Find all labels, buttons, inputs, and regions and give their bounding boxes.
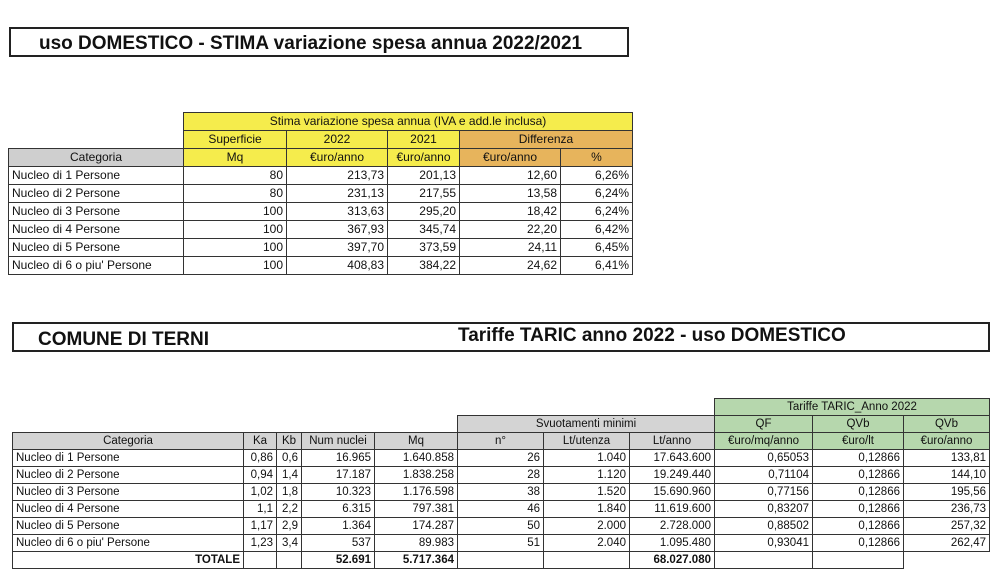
tariffe-taric-table [12,398,990,569]
cell-lt-utenza: 2.040 [544,535,630,552]
cell-lt-utenza: 1.120 [544,467,630,484]
cell-nuclei: 16.965 [302,450,375,467]
cell-n: 50 [458,518,544,535]
empty-cell [13,399,715,416]
cell-nuclei: 6.315 [302,501,375,518]
cell-diff: 18,42 [460,203,561,221]
cell-2022: 408,83 [287,257,388,275]
cell-categoria: Nucleo di 2 Persone [13,467,244,484]
cell-nuclei: 1.364 [302,518,375,535]
cell-2021: 217,55 [388,185,460,203]
col-categoria-header: Categoria [9,149,184,167]
col-qvb-anno-header: QVb [904,416,990,433]
stima-title: uso DOMESTICO - STIMA variazione spesa annua 2022/2021 [9,27,629,57]
cell-qvb-lt: 0,12866 [813,484,904,501]
cell-n: 26 [458,450,544,467]
cell-2022: 367,93 [287,221,388,239]
cell-kb: 1,8 [277,484,302,501]
cell-mq: 1.176.598 [375,484,458,501]
cell-2022: 397,70 [287,239,388,257]
cell-diff: 22,20 [460,221,561,239]
cell-nuclei: 10.323 [302,484,375,501]
empty-cell [277,552,302,569]
col-qvb-anno-unit: €uro/anno [904,433,990,450]
table-header-row [9,131,633,149]
cell-categoria: Nucleo di 4 Persone [13,501,244,518]
cell-mq: 1.838.258 [375,467,458,484]
cell-qvb-lt: 0,12866 [813,467,904,484]
cell-qf: 0,77156 [715,484,813,501]
col-kb-header: Kb [277,433,302,450]
cell-pct: 6,41% [561,257,633,275]
cell-mq: 100 [184,203,287,221]
cell-categoria: Nucleo di 1 Persone [13,450,244,467]
cell-lt-anno: 19.249.440 [630,467,715,484]
cell-lt-anno: 11.619.600 [630,501,715,518]
cell-nuclei: 537 [302,535,375,552]
cell-ka: 1,02 [244,484,277,501]
cell-diff: 12,60 [460,167,561,185]
table-row [13,467,990,484]
cell-qvb-anno: 257,32 [904,518,990,535]
cell-qvb-anno: 236,73 [904,501,990,518]
cell-2021: 373,59 [388,239,460,257]
empty-cell [9,131,184,149]
cell-n: 38 [458,484,544,501]
cell-lt-utenza: 1.840 [544,501,630,518]
col-differenza-header: Differenza [460,131,633,149]
cell-2022: 313,63 [287,203,388,221]
col-2022-header: 2022 [287,131,388,149]
col-2021-header: 2021 [388,131,460,149]
table-header-row [13,416,990,433]
cell-categoria: Nucleo di 5 Persone [13,518,244,535]
col-superficie-header: Superficie [184,131,287,149]
empty-cell [13,416,458,433]
cell-pct: 6,42% [561,221,633,239]
totale-mq: 5.717.364 [375,552,458,569]
cell-qvb-anno: 133,81 [904,450,990,467]
cell-n: 51 [458,535,544,552]
table-header-row [13,433,990,450]
cell-qvb-lt: 0,12866 [813,450,904,467]
cell-diff: 24,11 [460,239,561,257]
col-categoria-header: Categoria [13,433,244,450]
table-row [13,501,990,518]
cell-mq: 100 [184,221,287,239]
cell-mq: 1.640.858 [375,450,458,467]
cell-categoria: Nucleo di 6 o piu' Persone [13,535,244,552]
cell-lt-utenza: 2.000 [544,518,630,535]
empty-cell [458,552,544,569]
cell-lt-anno: 1.095.480 [630,535,715,552]
cell-ka: 1,23 [244,535,277,552]
cell-qf: 0,83207 [715,501,813,518]
empty-cell [544,552,630,569]
table-row [13,518,990,535]
totale-nuclei: 52.691 [302,552,375,569]
empty-cell [715,552,813,569]
totale-lt-anno: 68.027.080 [630,552,715,569]
table-row [13,450,990,467]
cell-2021: 201,13 [388,167,460,185]
cell-lt-utenza: 1.520 [544,484,630,501]
cell-mq: 797.381 [375,501,458,518]
cell-pct: 6,24% [561,185,633,203]
col-qvb-lt-unit: €uro/lt [813,433,904,450]
cell-mq: 80 [184,185,287,203]
cell-categoria: Nucleo di 3 Persone [9,203,184,221]
cell-qf: 0,71104 [715,467,813,484]
cell-mq: 100 [184,257,287,275]
cell-n: 46 [458,501,544,518]
cell-qvb-lt: 0,12866 [813,535,904,552]
table-row [9,239,633,257]
col-diff-pct-header: % [561,149,633,167]
stima-variazione-table [8,112,633,275]
cell-categoria: Nucleo di 5 Persone [9,239,184,257]
table-header-row [9,149,633,167]
table-row [9,221,633,239]
cell-mq: 174.287 [375,518,458,535]
col-2021-unit: €uro/anno [388,149,460,167]
table-row [9,257,633,275]
cell-qvb-anno: 195,56 [904,484,990,501]
cell-ka: 0,86 [244,450,277,467]
cell-diff: 24,62 [460,257,561,275]
totale-row [13,552,990,569]
table-row [13,535,990,552]
cell-lt-utenza: 1.040 [544,450,630,467]
table-row [9,203,633,221]
cell-ka: 1,1 [244,501,277,518]
table-row [9,167,633,185]
cell-nuclei: 17.187 [302,467,375,484]
col-mq-header: Mq [375,433,458,450]
cell-pct: 6,45% [561,239,633,257]
cell-categoria: Nucleo di 1 Persone [9,167,184,185]
cell-kb: 3,4 [277,535,302,552]
tariffe-header: Tariffe TARIC_Anno 2022 [715,399,990,416]
cell-qvb-anno: 262,47 [904,535,990,552]
col-num-nuclei-header: Num nuclei [302,433,375,450]
cell-qvb-anno: 144,10 [904,467,990,484]
cell-pct: 6,24% [561,203,633,221]
cell-kb: 2,9 [277,518,302,535]
col-n-header: n° [458,433,544,450]
cell-2021: 345,74 [388,221,460,239]
cell-mq: 89.983 [375,535,458,552]
col-lt-anno-header: Lt/anno [630,433,715,450]
cell-2022: 213,73 [287,167,388,185]
cell-mq: 80 [184,167,287,185]
cell-lt-anno: 15.690.960 [630,484,715,501]
cell-pct: 6,26% [561,167,633,185]
cell-qf: 0,88502 [715,518,813,535]
table-header-row [13,399,990,416]
cell-lt-anno: 2.728.000 [630,518,715,535]
cell-diff: 13,58 [460,185,561,203]
cell-lt-anno: 17.643.600 [630,450,715,467]
empty-cell [244,552,277,569]
table-row [9,185,633,203]
col-mq-header: Mq [184,149,287,167]
totale-label: TOTALE [13,552,244,569]
cell-mq: 100 [184,239,287,257]
cell-ka: 1,17 [244,518,277,535]
cell-2022: 231,13 [287,185,388,203]
group-header: Stima variazione spesa annua (IVA e add.le inclusa) [184,113,633,131]
cell-2021: 295,20 [388,203,460,221]
cell-kb: 1,4 [277,467,302,484]
col-qf-unit: €uro/mq/anno [715,433,813,450]
empty-cell [9,113,184,131]
cell-qf: 0,93041 [715,535,813,552]
cell-categoria: Nucleo di 4 Persone [9,221,184,239]
cell-categoria: Nucleo di 3 Persone [13,484,244,501]
empty-cell [904,552,990,569]
cell-n: 28 [458,467,544,484]
col-qf-header: QF [715,416,813,433]
col-diff-euro-header: €uro/anno [460,149,561,167]
comune-title: COMUNE DI TERNI [38,329,209,350]
table-header-row [9,113,633,131]
cell-kb: 0,6 [277,450,302,467]
col-2022-unit: €uro/anno [287,149,388,167]
taric-title-bar [12,322,990,352]
table-row [13,484,990,501]
cell-qf: 0,65053 [715,450,813,467]
cell-categoria: Nucleo di 2 Persone [9,185,184,203]
col-qvb-lt-header: QVb [813,416,904,433]
cell-ka: 0,94 [244,467,277,484]
cell-qvb-lt: 0,12866 [813,501,904,518]
col-ka-header: Ka [244,433,277,450]
cell-kb: 2,2 [277,501,302,518]
cell-2021: 384,22 [388,257,460,275]
cell-categoria: Nucleo di 6 o piu' Persone [9,257,184,275]
cell-qvb-lt: 0,12866 [813,518,904,535]
svuotamenti-header: Svuotamenti minimi [458,416,715,433]
empty-cell [813,552,904,569]
tariffe-title: Tariffe TARIC anno 2022 - uso DOMESTICO [458,325,846,346]
col-lt-utenza-header: Lt/utenza [544,433,630,450]
